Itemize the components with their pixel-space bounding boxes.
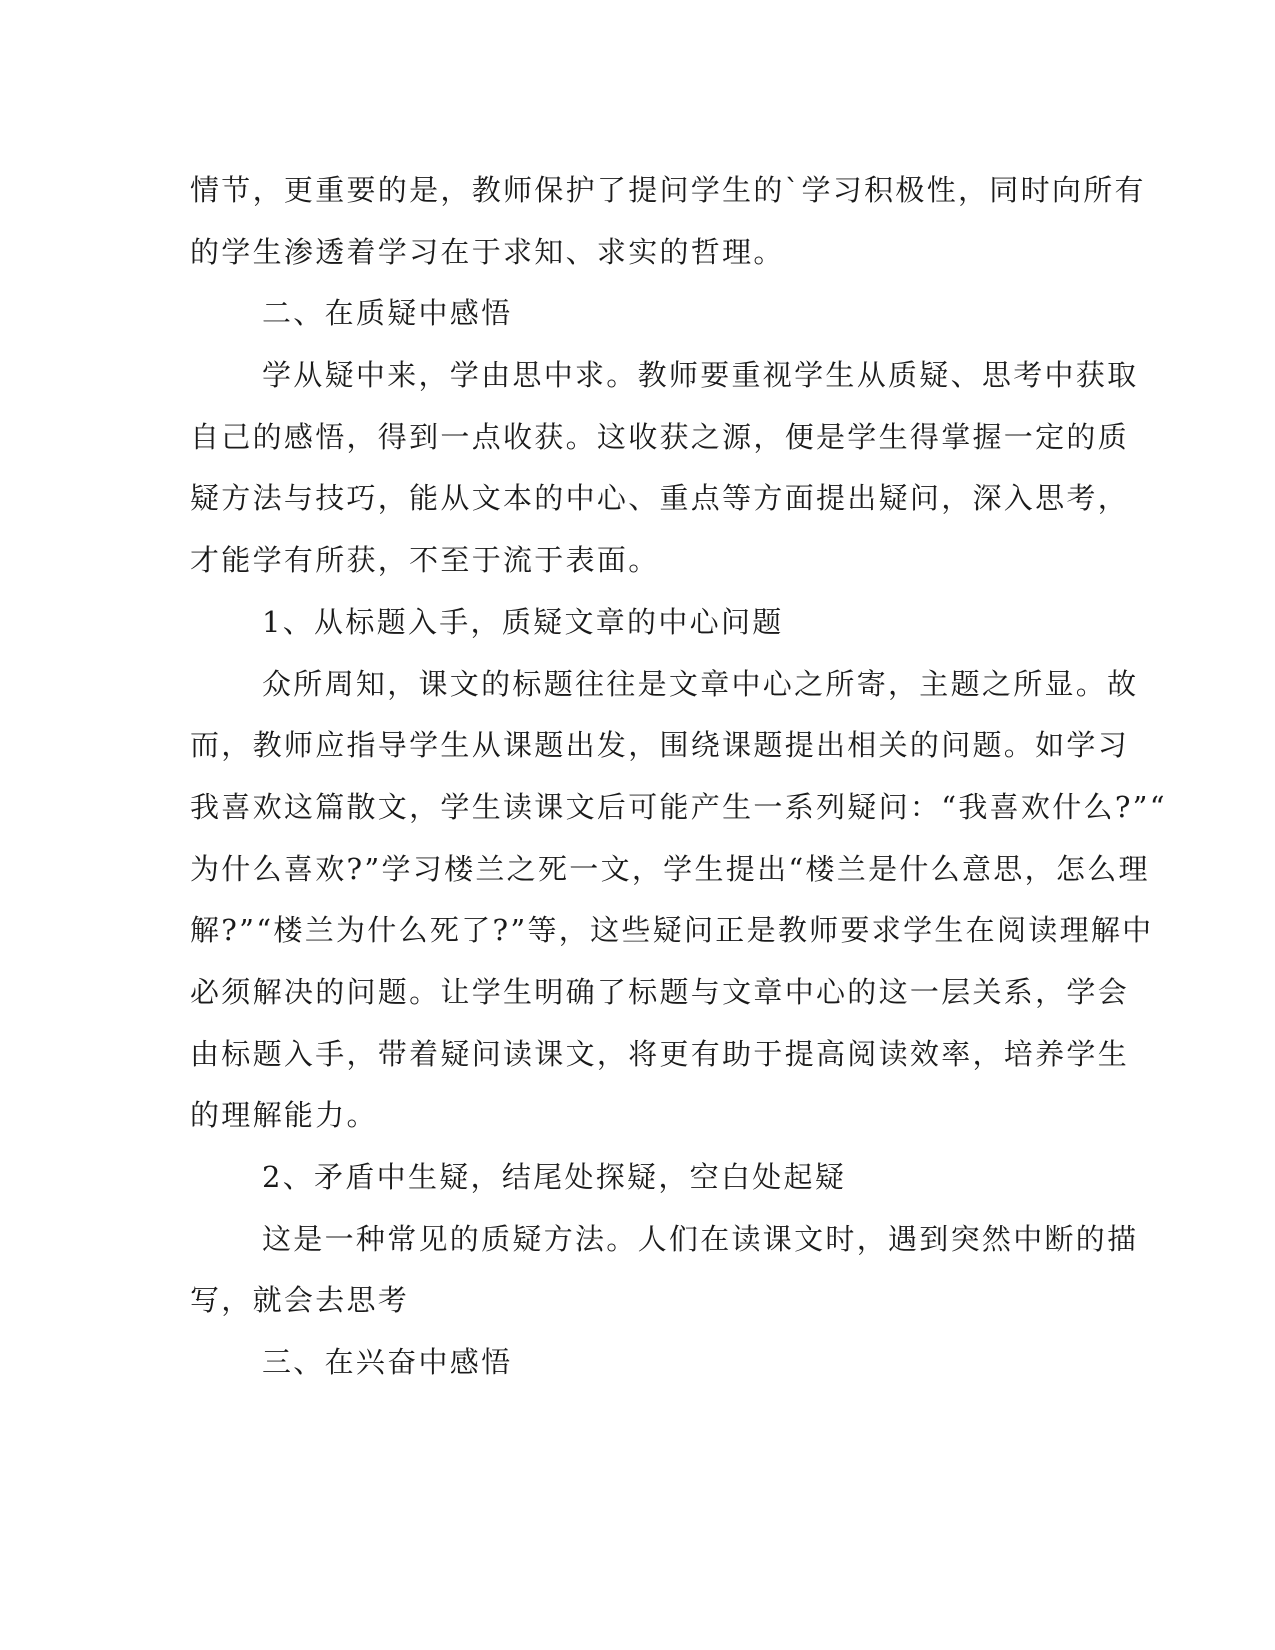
text-line: 情节，更重要的是，教师保护了提问学生的`学习积极性，同时向所有 [190,173,1146,207]
text-line: 疑方法与技巧，能从文本的中心、重点等方面提出疑问，深入思考， [190,481,1130,516]
subsection-heading-1: 1、从标题入手，质疑文章的中心问题 [262,604,784,639]
paragraph-first-line: 众所周知，课文的标题往往是文章中心之所寄，主题之所显。故 [262,666,1139,701]
section-heading-3: 三、在兴奋中感悟 [262,1345,513,1380]
document-body [190,160,1167,1394]
text-line: 才能学有所获，不至于流于表面。 [190,543,660,578]
paragraph-first-line: 这是一种常见的质疑方法。人们在读课文时，遇到突然中断的描 [262,1221,1139,1256]
text-line: 为什么喜欢?”学习楼兰之死一文，学生提出“楼兰是什么意思，怎么理 [190,851,1150,886]
text-line: 由标题入手，带着疑问读课文，将更有助于提高阅读效率，培养学生 [190,1036,1130,1071]
text-line: 必须解决的问题。让学生明确了标题与文章中心的这一层关系，学会 [190,974,1130,1009]
text-line: 的理解能力。 [190,1098,378,1133]
subsection-heading-2: 2、矛盾中生疑，结尾处探疑，空白处起疑 [262,1160,847,1194]
text-line: 而，教师应指导学生从课题出发，围绕课题提出相关的问题。如学习 [190,728,1130,763]
text-line: 写，就会去思考 [190,1283,410,1318]
text-line: 自己的感悟，得到一点收获。这收获之源，便是学生得掌握一定的质 [190,419,1130,454]
section-heading-2: 二、在质疑中感悟 [262,296,513,331]
text-line: 解?”“楼兰为什么死了?”等，这些疑问正是教师要求学生在阅读理解中 [190,913,1154,948]
text-line: 我喜欢这篇散文，学生读课文后可能产生一系列疑问：“我喜欢什么?”“ [190,789,1167,824]
text-line: 的学生渗透着学习在于求知、求实的哲理。 [190,234,785,269]
paragraph-first-line: 学从疑中来，学由思中求。教师要重视学生从质疑、思考中获取 [262,358,1139,393]
